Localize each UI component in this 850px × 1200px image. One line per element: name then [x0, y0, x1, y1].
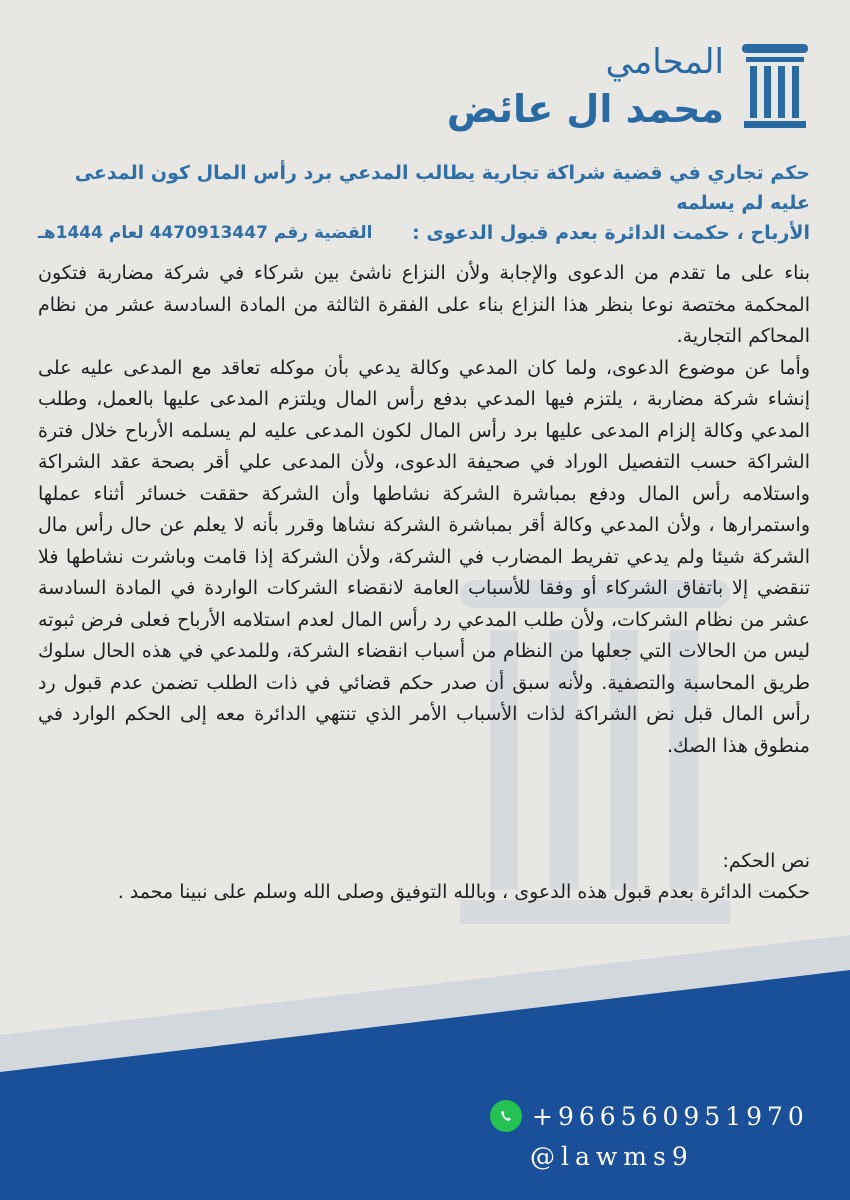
- phone-row: [490, 1096, 840, 1136]
- lawyer-title: المحامي: [605, 42, 724, 82]
- headline-line-1: حكم تجاري في قضية شراكة تجارية يطالب المدعي برد رأس المال كون المدعى عليه لم يسلمه: [74, 162, 810, 214]
- ruling-label: نص الحكم:: [722, 850, 810, 872]
- contact-info: [490, 1096, 840, 1171]
- body-paragraph-merits: وأما عن موضوع الدعوى، ولما كان المدعي وكالة يدعي بأن موكله تعاقد مع المدعى عليه على إنشاء شركة مضاربة ، يلتزم فيها المدعي بدفع رأس المال ويلتزم المدعى عليها بالعمل، وطلب المدعي وكالة إلزام المدعى عليها برد رأس المال لكون المدعى عليه لم يسلمه الأرباح خلال فترة الشراكة حسب التفصيل الوراد في صحيفة الدعوى، ولأن المدعى علي أقر بصحة عقد الشراكة واستلامه رأس المال ودفع بمباشرة الشركة نشاطها وأن الشركة حققت خسائر أثناء عملها واستمرارها ، ولأن المدعي وكالة أقر بمباشرة الشركة نشاها وقرر بأنه لا يعلم عن حال رأس مال الشركة شيئا ولم يدعي تفريط المضارب في الشركة، ولأن الشركة إذا قامت وباشرت نشاطها فلا تنقضي إلا باتفاق الشركاء أو وفقا للأسباب العامة لانقضاء الشركات الواردة في المادة السادسة عشر من نظام الشركات، ولأن طلب المدعي رد رأس المال لعدم استلامه الأرباح فعلى فرض ثبوته ليس من الحالات التي جعلها من النظام من أسباب انقضاء الشركة، وللمدعي في هذه الحال سلوك طريق المحاسبة والتصفية. ولأنه سبق أن صدر حكم قضائي في ذات الطلب تضمن عدم قبول رد رأس المال قبل نض الشراكة لذات الأسباب الأمر الذي تنتهي الدائرة معه إلى الحكم الوارد في منطوق هذا الصك.: [38, 356, 810, 757]
- phone-number[interactable]: +966560951970: [532, 1101, 809, 1131]
- ruling-text: حكمت الدائرة بعدم قبول هذه الدعوى ، وبالله التوفيق وصلى الله وسلم على نبينا محمد .: [117, 881, 810, 903]
- headline-verdict-summary: الأرباح ، حكمت الدائرة بعدم قبول الدعوى :: [412, 222, 810, 244]
- body-paragraph-jurisdiction: بناء على ما تقدم من الدعوى والإجابة ولأن النزاع ناشئ بين شركاء في شركة مضاربة فتكون المحكمة مختصة نوعا بنظر هذا النزاع بناء على الفقرة الثالثة من المادة السادسة عشر من نظام المحاكم التجارية.: [38, 262, 810, 347]
- social-handle[interactable]: @lawms9: [530, 1142, 694, 1171]
- case-number: القضية رقم 4470913447 لعام 1444هـ: [38, 223, 373, 243]
- lawyer-name: محمد ال عائض: [446, 87, 724, 131]
- whatsapp-icon[interactable]: [490, 1100, 522, 1132]
